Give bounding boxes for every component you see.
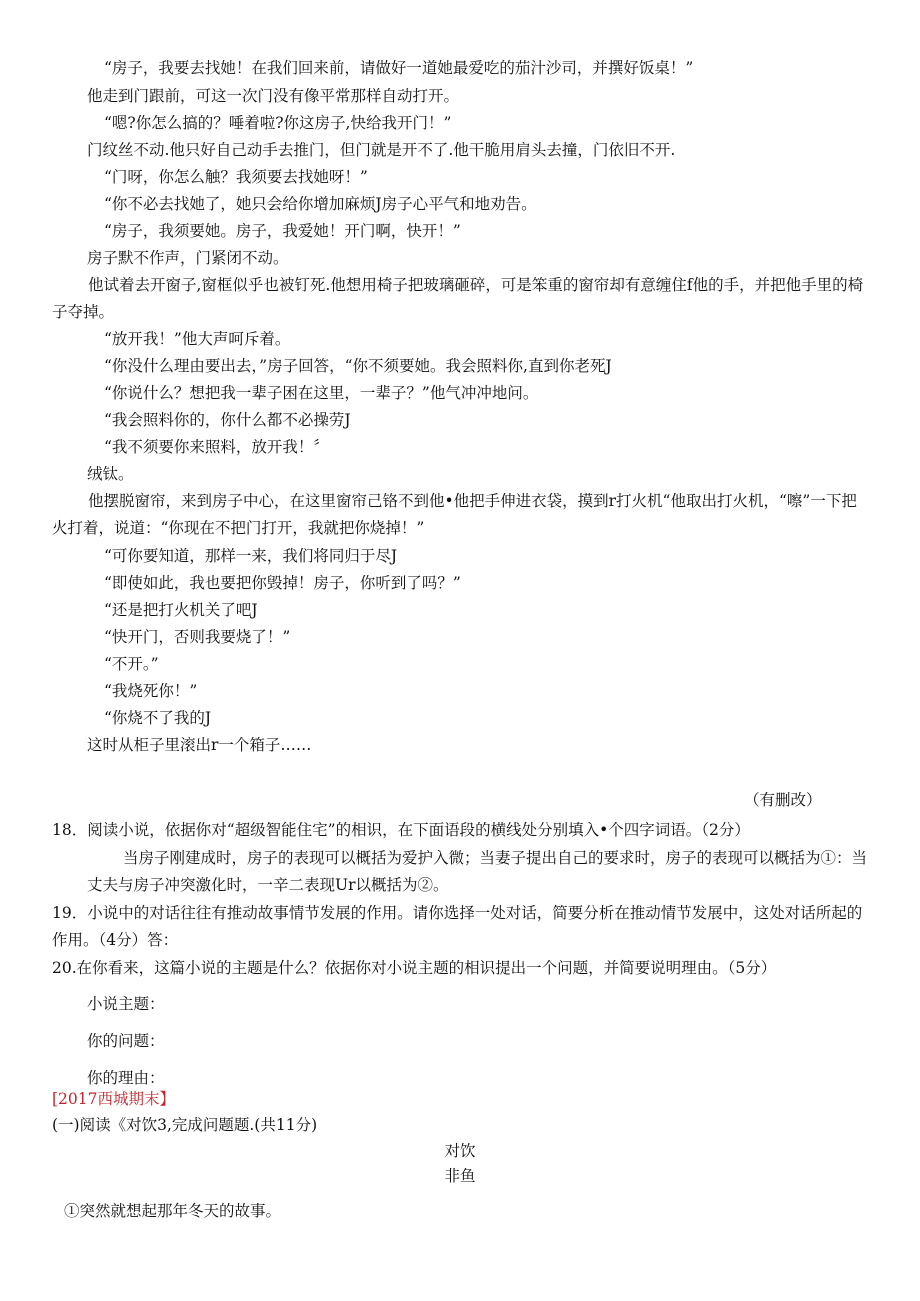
story-line: “我不须要你来照料，放开我！〞 — [104, 438, 329, 456]
story-line: “房子，我要去找她！在我们回来前，请做好一道她最爱吃的茄汁沙司，并撰好饭桌！” — [104, 59, 694, 77]
question-18 — [52, 820, 750, 840]
question-20 — [52, 958, 776, 978]
question-18-body: 当房子刚建成时，房子的表现可以概括为爱护入微；当妻子提出自己的要求时，房子的表现可以概括为①：当丈夫与房子冲突激化时，一辛二表现Ur以概括为②。 — [87, 849, 868, 894]
story-line: “房子，我须要她。房子，我爱她！开门啊，快开！” — [104, 222, 461, 240]
story-paragraph: 他摆脱窗帘，来到房子中心，在这里窗帘己铬不到他•他把手伸进衣袋，摸到r打火机“他取出打火机，“嚓”一下把火打着，说道：“你现在不把门打开，我就把你烧掉！” — [52, 492, 857, 537]
article-author: 非鱼 — [444, 1167, 476, 1185]
story-line: “快开门，否则我要烧了！” — [104, 628, 291, 646]
story-line: “你烧不了我的J — [104, 709, 212, 727]
answer-label-theme: 小说主题： — [87, 995, 165, 1013]
edit-note: （有删改） — [744, 791, 822, 809]
story-line: “放开我！”他大声呵斥着。 — [104, 330, 291, 348]
question-text: ．阅读小说，依据你对“超级智能住宅”的相识，在下面语段的横线处分别填入•个四字词语。（2分） — [71, 821, 750, 839]
answer-label-reason: 你的理由： — [87, 1069, 165, 1087]
story-line: “你没什么理由要出去，”房子回答，“你不须要她。我会照料你,直到你老死J — [104, 357, 612, 375]
story-line: “不开。” — [104, 655, 159, 673]
section-instruction: (一)阅读《对饮3,完成问题题.(共11分) — [52, 1116, 318, 1134]
story-line: 门纹丝不动.他只好自己动手去推门，但门就是开不了.他干脆用肩头去撞，门依旧不开. — [87, 141, 676, 159]
answer-label-question: 你的问题： — [87, 1032, 165, 1050]
story-line: “嗯?你怎么搞的？唾着啦?你这房子,快给我开门！” — [104, 114, 452, 132]
story-line: “门呀，你怎么触？我须要去找她呀！” — [104, 168, 368, 186]
question-text: ．小说中的对话往往有推动故事情节发展的作用。请你选择一处对话，简要分析在推动情节发展中，这处对话所起的作用。（4分）答： — [52, 904, 863, 949]
story-line: 房子默不作声，门紧闭不动。 — [87, 249, 289, 267]
article-title: 对饮 — [444, 1142, 476, 1160]
story-line: “我烧死你！” — [104, 682, 198, 700]
story-line: “我会照料你的，你什么都不必操劳J — [104, 411, 351, 429]
story-line: “你说什么？想把我一辈子困在这里，一辈子？”他气冲冲地问。 — [104, 384, 539, 402]
story-line: 这时从柜子里滚出r一个箱子…… — [87, 736, 312, 754]
story-line: 他走到门跟前，可这一次门没有像平常那样自动打开。 — [87, 87, 460, 105]
question-number: 19 — [52, 904, 72, 922]
question-19 — [52, 900, 867, 954]
question-text: .在你看来，这篇小说的主题是什么？依据你对小说主题的相识提出一个问题，并简要说明理由。（5分） — [71, 959, 777, 977]
story-line: “可你要知道，那样一来，我们将同归于尽J — [104, 547, 398, 565]
story-line: 绒钛。 — [87, 465, 134, 483]
story-line: “你不必去找她了，她只会给你增加麻烦J房子心平气和地劝告。 — [104, 195, 537, 213]
question-number: 20 — [52, 959, 72, 977]
story-line: “还是把打火机关了吧J — [104, 601, 258, 619]
section-header: [2017西城期末】 — [52, 1090, 175, 1108]
story-paragraph: 他试着去开窗子,窗框似乎也被钉死.他想用椅子把玻璃砸碎，可是笨重的窗帘却有意缠住f他的手，并把他手里的椅子夺掉。 — [52, 276, 864, 321]
story-line: “即使如此，我也要把你毁掉！房子，你听到了吗？” — [104, 574, 461, 592]
question-number: 18 — [52, 821, 72, 839]
article-paragraph: ①突然就想起那年冬天的故事。 — [64, 1202, 282, 1220]
